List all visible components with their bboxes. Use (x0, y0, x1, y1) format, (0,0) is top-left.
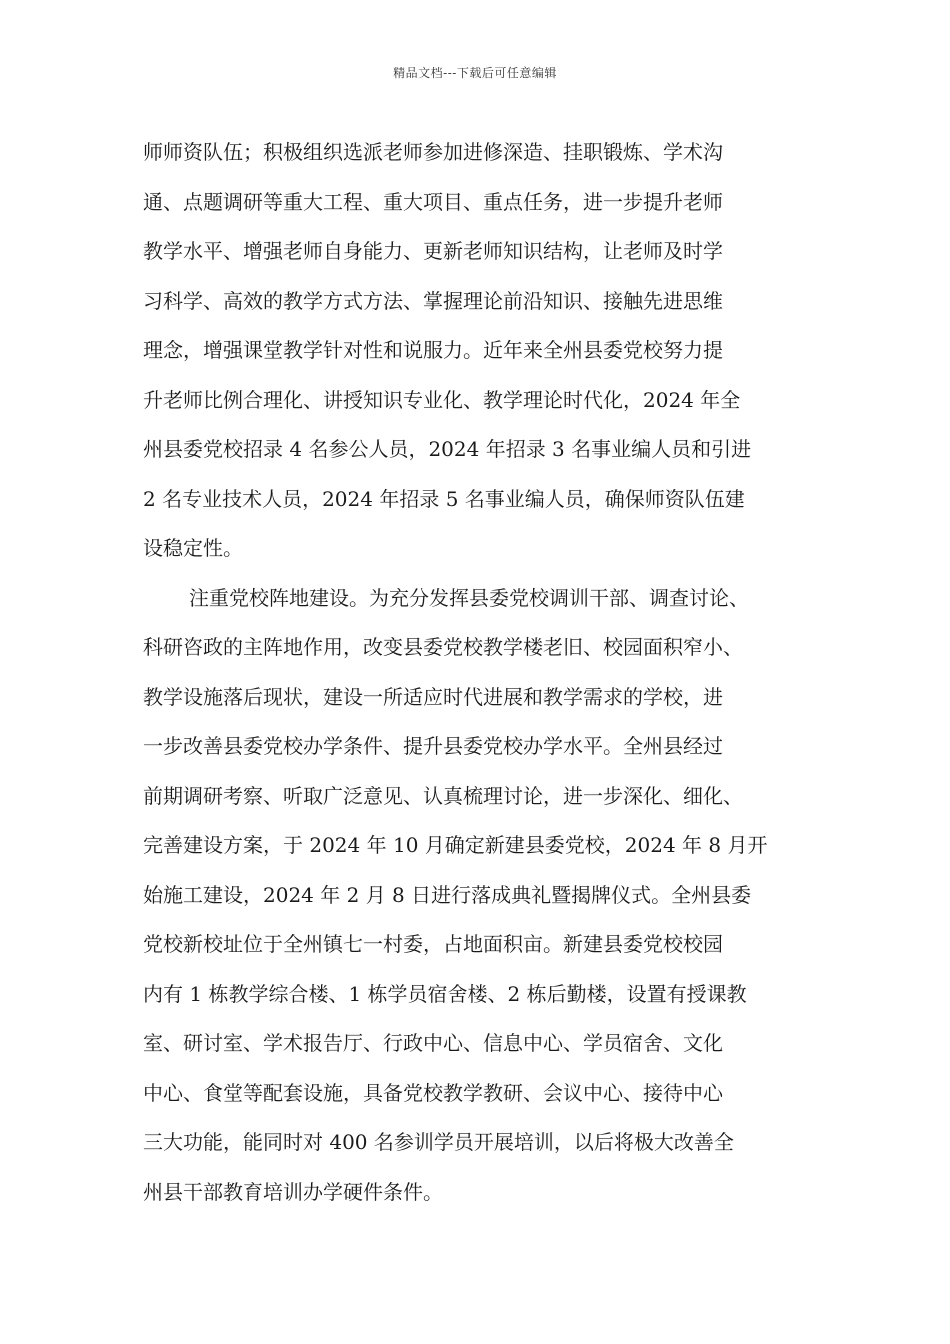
text-line: 师师资队伍；积极组织选派老师参加进修深造、挂职锻炼、学术沟 (143, 140, 723, 164)
text-line: 前期调研考察、听取广泛意见、认真梳理讨论，进一步深化、细化、 (143, 783, 743, 808)
text-line: 升老师比例合理化、讲授知识专业化、教学理论时代化，2024 年全 (143, 387, 741, 412)
text-line: 理念，增强课堂教学针对性和说服力。近年来全州县委党校努力提 (143, 338, 723, 362)
text-line: 州县干部教育培训办学硬件条件。 (143, 1179, 443, 1204)
text-line: 科研咨政的主阵地作用，改变县委党校教学楼老旧、校园面积窄小、 (143, 635, 743, 659)
text-line: 教学设施落后现状，建设一所适应时代进展和教学需求的学校，进 (143, 684, 723, 709)
text-line: 室、研讨室、学术报告厅、行政中心、信息中心、学员宿舍、文化 (143, 1031, 723, 1055)
page-header: 精品文档---下载后可任意编辑 (393, 66, 557, 80)
paragraph-2 (143, 574, 813, 1218)
text-line: 三大功能，能同时对 400 名参训学员开展培训，以后将极大改善全 (143, 1130, 734, 1154)
text-line: 党校新校址位于全州镇七一村委，占地面积亩。新建县委党校校园 (143, 932, 723, 956)
text-line: 始施工建设，2024 年 2 月 8 日进行落成典礼暨揭牌仪式。全州县委 (143, 882, 752, 907)
document-body (143, 128, 813, 1217)
text-line: 2 名专业技术人员，2024 年招录 5 名事业编人员，确保师资队伍建 (143, 486, 745, 511)
text-line: 州县委党校招录 4 名参公人员，2024 年招录 3 名事业编人员和引进 (143, 437, 752, 461)
text-line: 一步改善县委党校办学条件、提升县委党校办学水平。全州县经过 (143, 734, 723, 758)
text-line: 中心、食堂等配套设施，具备党校教学教研、会议中心、接待中心 (143, 1080, 723, 1105)
text-line: 教学水平、增强老师自身能力、更新老师知识结构，让老师及时学 (143, 239, 723, 263)
text-line: 设稳定性。 (143, 536, 243, 560)
text-line: 完善建设方案，于 2024 年 10 月确定新建县委党校，2024 年 8 月开 (143, 833, 768, 857)
paragraph-1 (143, 128, 813, 574)
text-line: 内有 1 栋教学综合楼、1 栋学员宿舍楼、2 栋后勤楼，设置有授课教 (143, 981, 747, 1006)
text-line: 习科学、高效的教学方式方法、掌握理论前沿知识、接触先进思维 (143, 288, 723, 313)
text-line: 注重党校阵地建设。为充分发挥县委党校调训干部、调查讨论、 (189, 585, 749, 610)
text-line: 通、点题调研等重大工程、重大项目、重点任务，进一步提升老师 (143, 189, 723, 214)
